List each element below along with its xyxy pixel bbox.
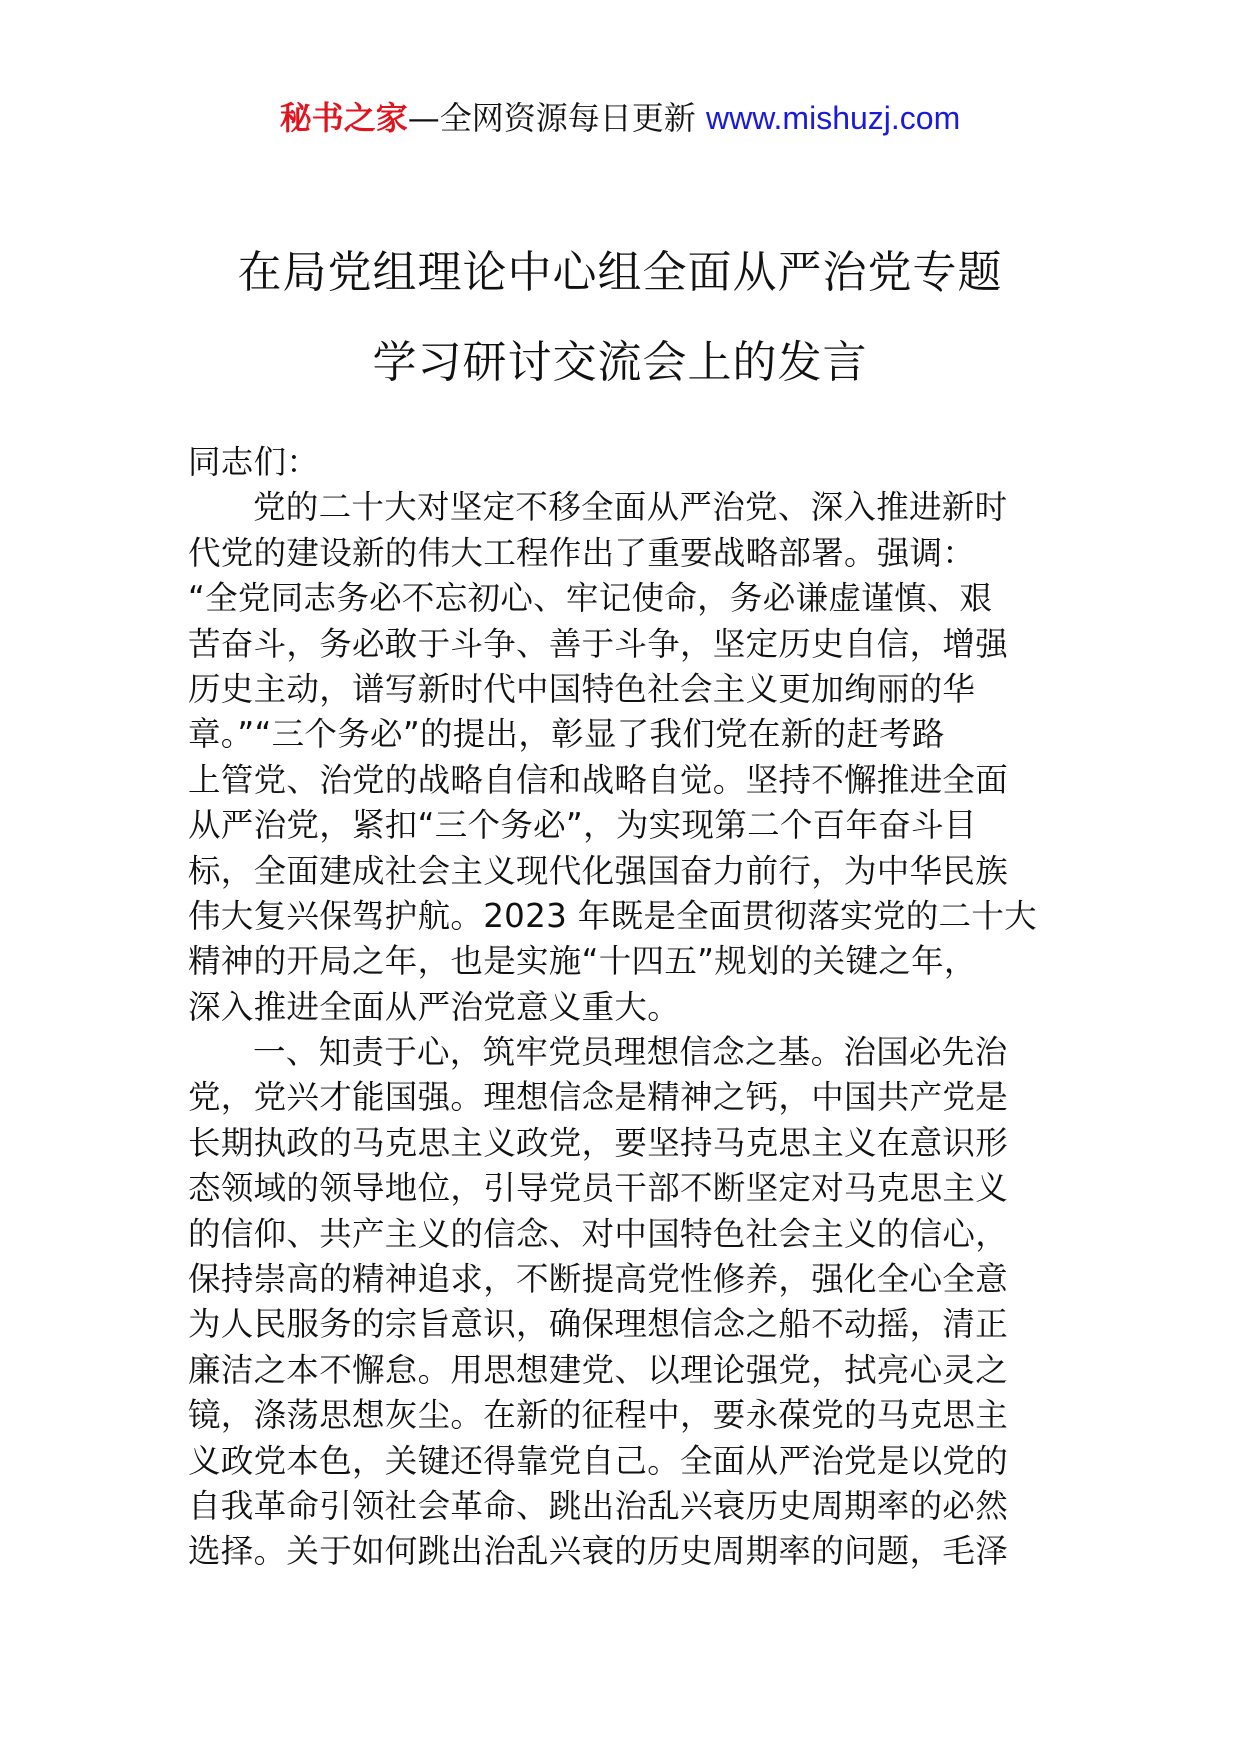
header-tagline: —全网资源每日更新 [407,99,706,137]
body-line: 深入推进全面从严治党意义重大。 [188,987,681,1026]
title-line-2: 学习研讨交流会上的发言 [372,337,868,388]
body-line: 保持崇高的精神追求，不断提高党性修养，强化全心全意 [188,1260,1009,1299]
body-line: 伟大复兴保驾护航。2023 年既是全面贯彻落实党的二十大 [188,896,1037,935]
body-line: 镜，涤荡思想灰尘。在新的征程中，要永葆党的马克思主 [188,1396,1009,1435]
body-line: 苦奋斗，务必敢于斗争、善于斗争，坚定历史自信，增强 [188,624,1009,663]
body-line: 态领域的领导地位，引导党员干部不断坚定对马克思主义 [188,1169,1009,1208]
body-line: 的信仰、共产主义的信念、对中国特色社会主义的信心， [188,1214,1009,1253]
body-line: 党的二十大对坚定不移全面从严治党、深入推进新时 [253,488,1008,527]
body-line: “全党同志务必不忘初心、牢记使命，务必谦虚谨慎、艰 [188,579,993,618]
site-url-link[interactable]: www.mishuzj.com [705,100,961,136]
body-line: 章。”“三个务必”的提出，彰显了我们党在新的赶考路 [188,715,945,754]
title-line-1: 在局党组理论中心组全面从严治党专题 [237,247,1003,298]
body-line: 长期执政的马克思主义政党，要坚持马克思主义在意识形 [188,1123,1009,1162]
salutation: 同志们： [188,443,320,481]
document-title [0,228,1240,408]
brand-name: 秘书之家 [279,99,408,137]
section-heading-line: 一、知责于心，筑牢党员理想信念之基。治国必先治 [253,1033,1008,1072]
body-line: 上管党、治党的战略自信和战略自觉。坚持不懈推进全面 [188,760,1009,799]
body-line: 标，全面建成社会主义现代化强国奋力前行，为中华民族 [188,851,1009,890]
body-line: 义政党本色，关键还得靠党自己。全面从严治党是以党的 [188,1441,1009,1480]
body-line: 廉洁之本不懈怠。用思想建党、以理论强党，拭亮心灵之 [188,1350,1009,1389]
body-line: 从严治党，紧扣“三个务必”，为实现第二个百年奋斗目 [188,806,977,845]
site-header [0,96,1240,140]
body-line: 历史主动，谱写新时代中国特色社会主义更加绚丽的华 [188,669,976,708]
body-line: 自我革命引领社会革命、跳出治乱兴衰历史周期率的必然 [188,1486,1009,1525]
body-line: 精神的开局之年，也是实施“十四五”规划的关键之年， [188,942,977,981]
body-line: 代党的建设新的伟大工程作出了重要战略部署。强调： [188,533,976,572]
body-line: 党，党兴才能国强。理想信念是精神之钙，中国共产党是 [188,1078,1009,1117]
body-line: 选择。关于如何跳出治乱兴衰的历史周期率的问题，毛泽 [188,1532,1009,1571]
document-body [188,440,1058,1575]
body-line: 为人民服务的宗旨意识，确保理想信念之船不动摇，清正 [188,1305,1009,1344]
